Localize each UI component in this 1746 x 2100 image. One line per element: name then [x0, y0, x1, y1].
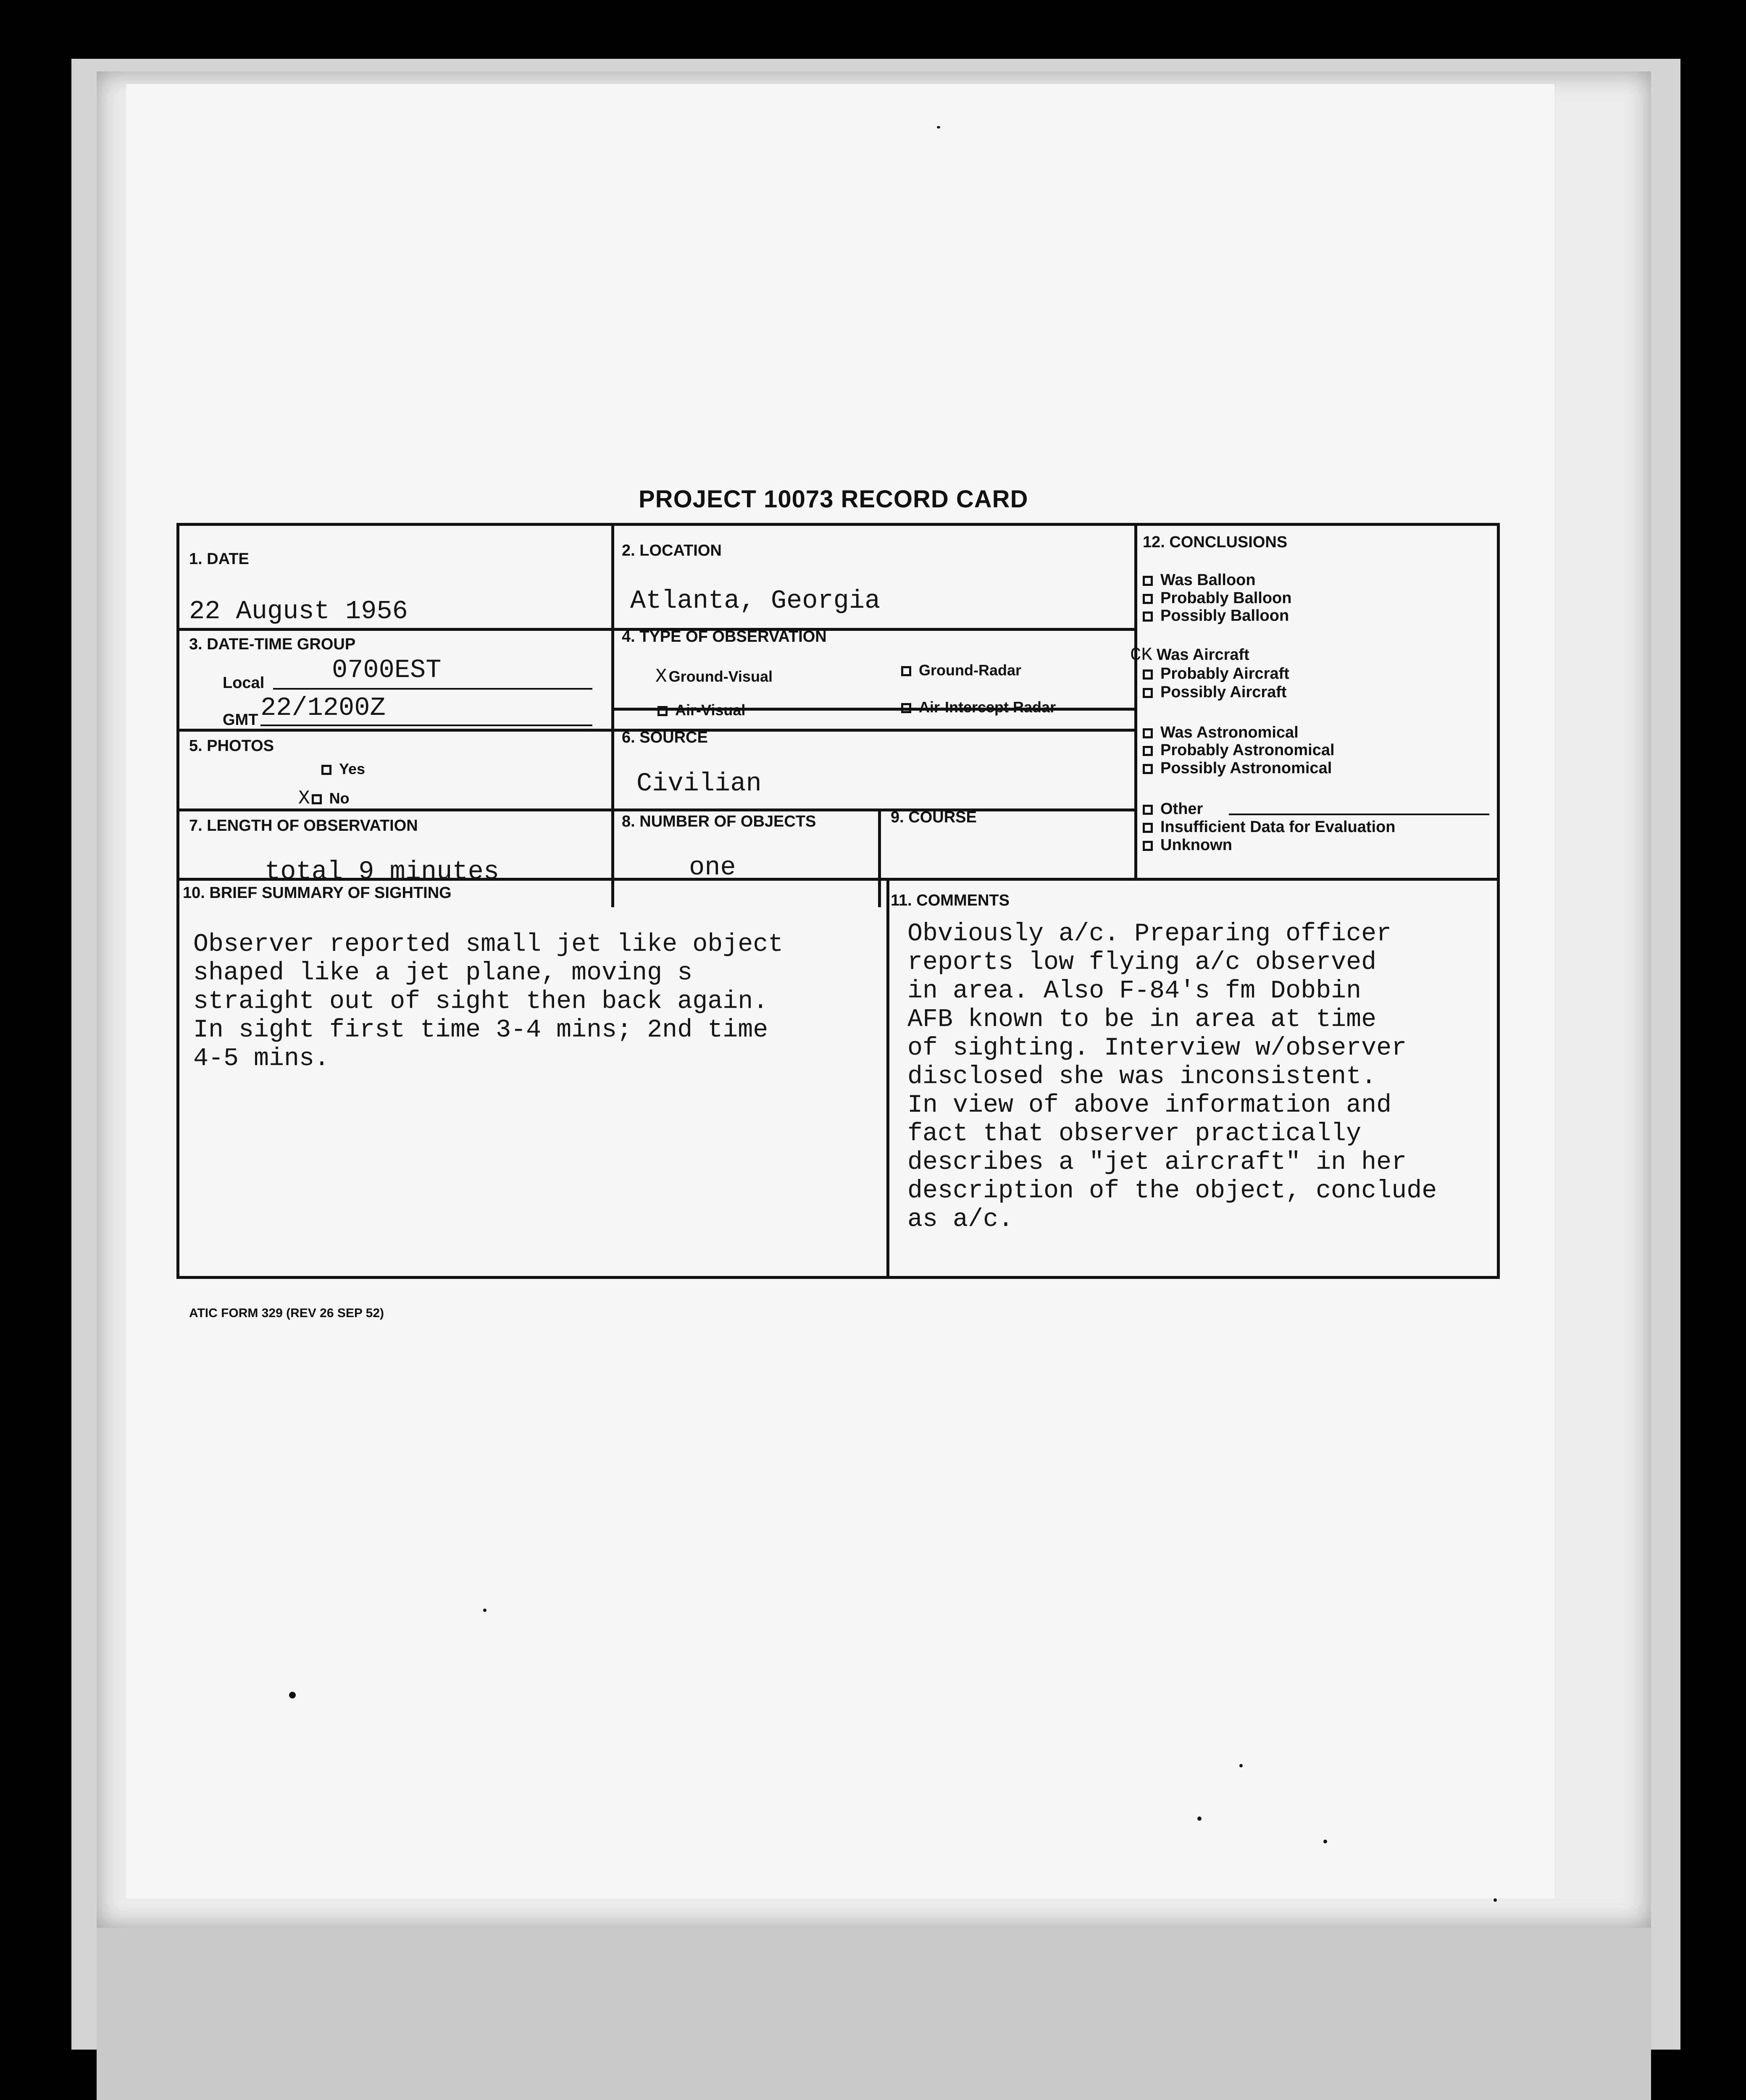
location-label: 2. LOCATION: [622, 542, 722, 559]
observation-air-intercept-radar: [901, 698, 1056, 716]
conclusion-insufficient-data: [1143, 818, 1396, 836]
other-fill-line: [1229, 814, 1489, 815]
air-intercept-radar-label: Air-Intercept Radar: [919, 698, 1056, 716]
date-value: 22 August 1956: [189, 596, 408, 626]
comment-line: Obviously a/c. Preparing officer: [907, 920, 1392, 948]
unknown-label: Unknown: [1160, 836, 1232, 854]
observation-ground-radar: [901, 662, 1021, 679]
conclusion-other: [1143, 800, 1203, 818]
film-speck: [1197, 1816, 1202, 1821]
local-fill-line: [273, 688, 592, 690]
was-astronomical-label: Was Astronomical: [1160, 724, 1299, 741]
photos-no: [298, 788, 350, 809]
photos-no-checkbox: [312, 794, 322, 804]
comment-line: In view of above information and: [907, 1091, 1392, 1120]
was-balloon-checkbox: [1143, 576, 1153, 586]
record-card-form: [176, 523, 1500, 1279]
conclusion-probably-balloon: [1143, 589, 1291, 607]
probably-aircraft-checkbox: [1143, 669, 1153, 680]
comment-line: AFB known to be in area at time: [907, 1005, 1377, 1034]
conclusion-possibly-aircraft: [1143, 683, 1287, 701]
conclusion-was-astronomical: [1143, 724, 1299, 742]
location-value: Atlanta, Georgia: [630, 586, 881, 616]
comments-label: 11. COMMENTS: [891, 892, 1010, 909]
comment-line: of sighting. Interview w/observer: [907, 1034, 1407, 1063]
comment-line: describes a "jet aircraft" in her: [907, 1148, 1407, 1177]
summary-line: straight out of sight then back again.: [193, 987, 768, 1016]
gmt-fill-line: [260, 724, 592, 726]
was-astronomical-checkbox: [1143, 728, 1153, 738]
probably-aircraft-label: Probably Aircraft: [1160, 665, 1289, 682]
divider-v4: [886, 880, 889, 1279]
film-speck: [1494, 1898, 1497, 1902]
type-of-observation-label: 4. TYPE OF OBSERVATION: [622, 628, 827, 646]
photos-no-label: No: [329, 790, 350, 807]
air-visual-checkbox: [657, 706, 668, 716]
probably-balloon-checkbox: [1143, 594, 1153, 604]
comment-line: reports low flying a/c observed: [907, 948, 1377, 977]
comment-line: as a/c.: [907, 1205, 1014, 1234]
film-speck: [937, 126, 940, 129]
probably-astronomical-checkbox: [1143, 746, 1153, 756]
brief-summary-text: [193, 930, 783, 1073]
card-title: PROJECT 10073 RECORD CARD: [639, 486, 1028, 513]
comments-text: [907, 920, 1437, 1234]
conclusions-label: 12. CONCLUSIONS: [1143, 533, 1288, 551]
observation-ground-visual: [655, 666, 773, 688]
conclusion-probably-aircraft: [1143, 665, 1289, 683]
divider-v3: [878, 808, 881, 907]
possibly-aircraft-label: Possibly Aircraft: [1160, 683, 1287, 701]
ground-visual-label: Ground-Visual: [668, 668, 773, 685]
summary-line: shaped like a jet plane, moving s: [193, 959, 693, 987]
film-speck: [1323, 1840, 1327, 1843]
comment-line: fact that observer practically: [907, 1120, 1362, 1148]
possibly-balloon-checkbox: [1143, 612, 1153, 622]
photos-yes-checkbox: [321, 765, 331, 775]
divider-v1: [611, 523, 614, 907]
photos-yes: [321, 760, 365, 778]
ground-visual-mark: X: [655, 666, 667, 688]
ground-radar-label: Ground-Radar: [919, 662, 1022, 679]
gmt-value: 22/1200Z: [260, 693, 386, 723]
air-visual-label: Air-Visual: [675, 701, 746, 719]
length-of-observation-label: 7. LENGTH OF OBSERVATION: [189, 817, 418, 835]
gmt-label: GMT: [223, 711, 258, 729]
divider-v2: [1134, 523, 1137, 878]
was-aircraft-label: Was Aircraft: [1156, 646, 1249, 664]
date-time-group-label: 3. DATE-TIME GROUP: [189, 635, 356, 653]
probably-astronomical-label: Probably Astronomical: [1160, 741, 1335, 759]
unknown-checkbox: [1143, 841, 1153, 851]
other-checkbox: [1143, 805, 1153, 815]
comment-line: description of the object, conclude: [907, 1177, 1437, 1205]
conclusion-was-balloon: [1143, 571, 1256, 589]
date-label: 1. DATE: [189, 550, 249, 568]
photos-no-mark: X: [298, 788, 310, 809]
possibly-aircraft-checkbox: [1143, 688, 1153, 698]
source-label: 6. SOURCE: [622, 729, 708, 746]
air-intercept-radar-checkbox: [901, 703, 911, 713]
was-aircraft-mark: CK: [1130, 645, 1152, 666]
comment-line: in area. Also F-84's fm Dobbin: [907, 977, 1362, 1005]
comment-line: disclosed she was inconsistent.: [907, 1063, 1377, 1091]
conclusion-possibly-balloon: [1143, 607, 1289, 625]
brief-summary-label: 10. BRIEF SUMMARY OF SIGHTING: [183, 884, 452, 902]
probably-balloon-label: Probably Balloon: [1160, 589, 1292, 607]
form-code: ATIC FORM 329 (REV 26 SEP 52): [189, 1306, 384, 1320]
local-value: 0700EST: [332, 655, 442, 685]
conclusion-unknown: [1143, 836, 1232, 854]
number-of-objects-label: 8. NUMBER OF OBJECTS: [622, 813, 816, 830]
number-of-objects-value: one: [689, 853, 736, 882]
observation-air-visual: [657, 701, 745, 719]
ground-radar-checkbox: [901, 666, 911, 676]
source-value: Civilian: [636, 769, 762, 798]
summary-line: In sight first time 3-4 mins; 2nd time: [193, 1016, 768, 1045]
conclusion-possibly-astronomical: [1143, 759, 1332, 777]
photos-label: 5. PHOTOS: [189, 737, 274, 755]
local-label: Local: [223, 674, 265, 692]
insufficient-data-checkbox: [1143, 823, 1153, 833]
film-speck: [1239, 1764, 1243, 1767]
length-of-observation-value: total 9 minutes: [265, 857, 500, 887]
summary-line: 4-5 mins.: [193, 1045, 330, 1073]
was-balloon-label: Was Balloon: [1160, 571, 1256, 589]
possibly-balloon-label: Possibly Balloon: [1160, 607, 1289, 625]
course-label: 9. COURSE: [891, 808, 977, 826]
conclusion-probably-astronomical: [1143, 741, 1335, 759]
film-speck: [289, 1692, 296, 1698]
lower-sheet: [97, 1928, 1651, 2100]
other-label: Other: [1160, 800, 1203, 818]
possibly-astronomical-checkbox: [1143, 764, 1153, 774]
conclusion-was-aircraft: [1130, 645, 1249, 666]
photos-yes-label: Yes: [339, 760, 366, 777]
insufficient-data-label: Insufficient Data for Evaluation: [1160, 818, 1396, 836]
film-speck: [483, 1609, 486, 1612]
possibly-astronomical-label: Possibly Astronomical: [1160, 759, 1332, 777]
summary-line: Observer reported small jet like object: [193, 930, 784, 959]
